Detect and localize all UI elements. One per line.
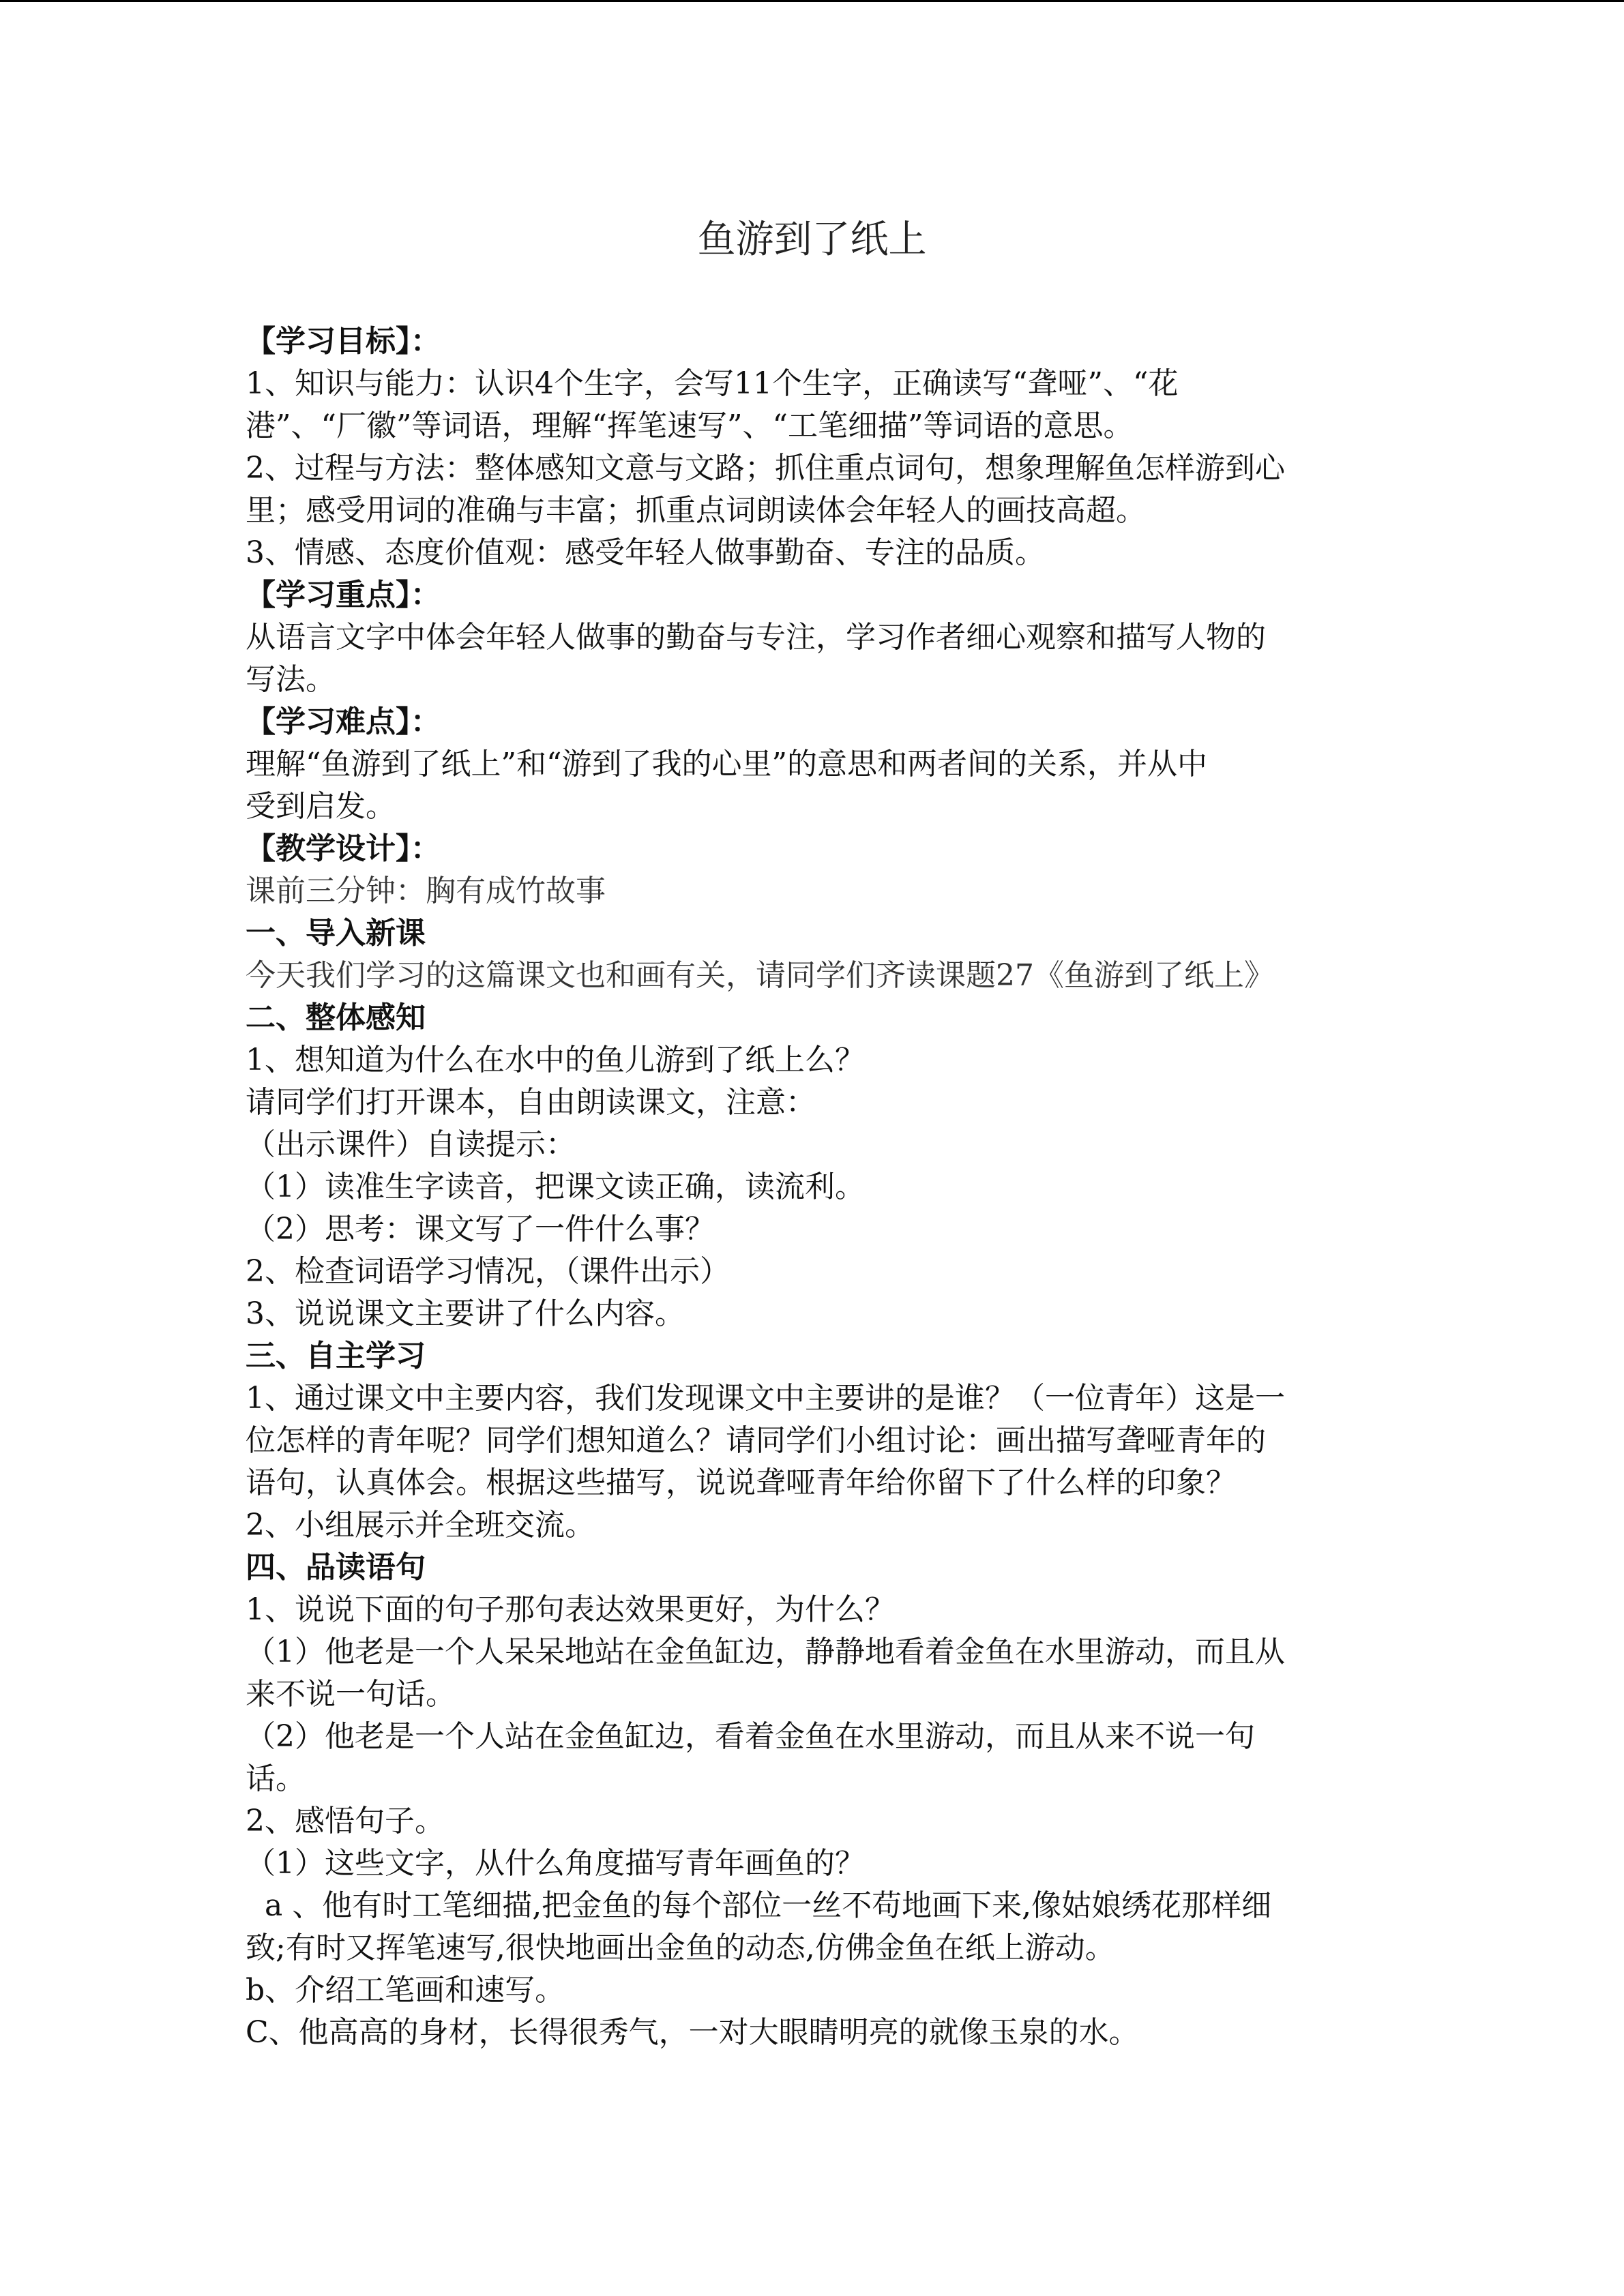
text-line: 3、说说课文主要讲了什么内容。: [246, 1296, 685, 1331]
text-line: 今天我们学习的这篇课文也和画有关，请同学们齐读课题27《鱼游到了纸上》: [246, 958, 1274, 993]
text-line: 里；感受用词的准确与丰富；抓重点词朗读体会年轻人的画技高超。: [246, 493, 1146, 528]
text-line: 2、感悟句子。: [246, 1804, 445, 1838]
section-heading: 四、品读语句: [246, 1550, 426, 1585]
text-line: 话。: [246, 1761, 306, 1796]
text-line: 致;有时又挥笔速写,很快地画出金鱼的动态,仿佛金鱼在纸上游动。: [246, 1930, 1115, 1965]
text-line: 2、过程与方法：整体感知文意与文路；抓住重点词句，想象理解鱼怎样游到心: [246, 451, 1285, 486]
document-body: [246, 320, 1378, 2054]
text-line: （出示课件）自读提示：: [246, 1127, 576, 1162]
text-line: 课前三分钟：胸有成竹故事: [246, 874, 606, 908]
text-line: （2）思考：课文写了一件什么事？: [246, 1212, 715, 1247]
text-line: C、他高高的身材，长得很秀气，一对大眼睛明亮的就像玉泉的水。: [246, 2015, 1139, 2050]
section-heading: 一、导入新课: [246, 916, 426, 951]
heading-key-points: 【学习重点】：: [246, 578, 441, 612]
text-line: 请同学们打开课本，自由朗读课文，注意：: [246, 1085, 816, 1120]
text-line: b、介绍工笔画和速写。: [246, 1973, 565, 2008]
text-line: 理解“鱼游到了纸上”和“游到了我的心里”的意思和两者间的关系，并从中: [246, 747, 1207, 781]
section-heading: 二、整体感知: [246, 1000, 426, 1035]
text-line: 2、检查词语学习情况，（课件出示）: [246, 1254, 730, 1289]
text-line: 1、知识与能力：认识4个生字，会写11个生字，正确读写“聋哑”、“花: [246, 366, 1179, 401]
text-line: 1、说说下面的句子那句表达效果更好，为什么？: [246, 1592, 895, 1627]
heading-teaching-design: 【教学设计】：: [246, 831, 441, 866]
text-line: 1、通过课文中主要内容，我们发现课文中主要讲的是谁？（一位青年）这是一: [246, 1381, 1285, 1416]
page-title: 鱼游到了纸上: [697, 218, 927, 262]
section-heading: 三、自主学习: [246, 1339, 426, 1373]
heading-objectives: 【学习目标】：: [246, 324, 441, 359]
text-line: （1）读准生字读音，把课文读正确，读流利。: [246, 1169, 865, 1204]
text-line: 受到启发。: [246, 789, 396, 824]
text-line: 2、小组展示并全班交流。: [246, 1508, 595, 1542]
text-line: 从语言文字中体会年轻人做事的勤奋与专注，学习作者细心观察和描写人物的: [246, 620, 1266, 655]
text-line: （1）他老是一个人呆呆地站在金鱼缸边，静静地看着金鱼在水里游动，而且从: [246, 1635, 1285, 1669]
text-line: 来不说一句话。: [246, 1677, 456, 1712]
text-line: 3、情感、态度价值观：感受年轻人做事勤奋、专注的品质。: [246, 535, 1045, 570]
heading-difficulties: 【学习难点】：: [246, 704, 441, 739]
text-line: 位怎样的青年呢？同学们想知道么？请同学们小组讨论：画出描写聋哑青年的: [246, 1423, 1266, 1458]
page-top-border: [0, 0, 1624, 2]
text-line: 语句，认真体会。根据这些描写，说说聋哑青年给你留下了什么样的印象？: [246, 1465, 1236, 1500]
text-line: 写法。: [246, 662, 336, 697]
text-line: （2）他老是一个人站在金鱼缸边，看着金鱼在水里游动，而且从来不说一句: [246, 1719, 1255, 1754]
text-line: （1）这些文字，从什么角度描写青年画鱼的？: [246, 1846, 865, 1881]
text-line: 1、想知道为什么在水中的鱼儿游到了纸上么？: [246, 1043, 865, 1077]
text-line: a 、他有时工笔细描,把金鱼的每个部位一丝不苟地画下来,像姑娘绣花那样细: [246, 1888, 1272, 1923]
text-line: 港”、“厂徽”等词语，理解“挥笔速写”、“工笔细描”等词语的意思。: [246, 408, 1134, 443]
